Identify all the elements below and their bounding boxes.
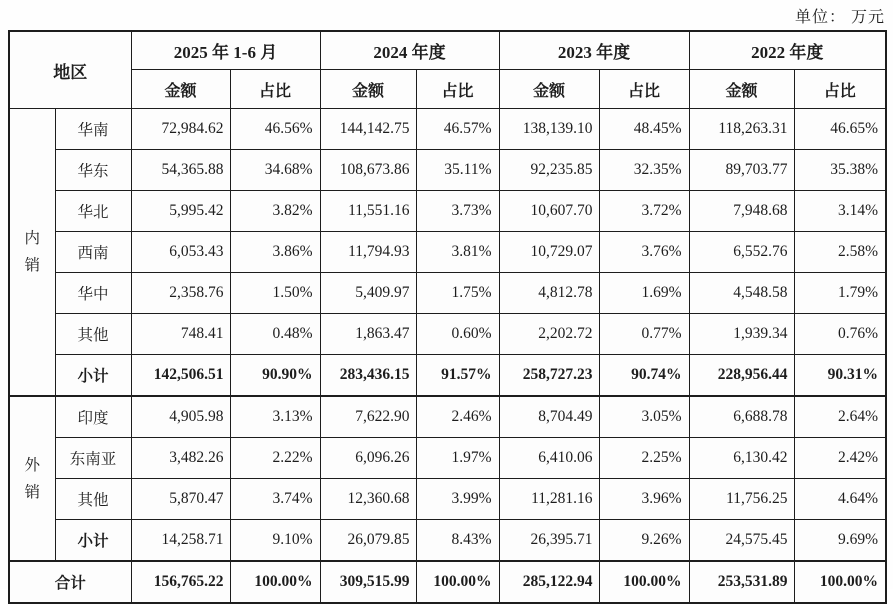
region-cell: 华北	[55, 191, 131, 232]
ratio-cell: 46.56%	[230, 109, 320, 150]
ratio-cell: 1.50%	[230, 273, 320, 314]
amount-cell: 8,704.49	[499, 396, 599, 438]
ratio-cell: 48.45%	[599, 109, 689, 150]
ratio-cell: 2.42%	[794, 438, 886, 479]
header-amount-2025h1: 金额	[131, 70, 230, 109]
amount-cell: 144,142.75	[320, 109, 416, 150]
amount-cell: 228,956.44	[689, 355, 794, 397]
amount-cell: 5,995.42	[131, 191, 230, 232]
amount-cell: 7,948.68	[689, 191, 794, 232]
amount-cell: 258,727.23	[499, 355, 599, 397]
group-label-char: 外	[24, 456, 40, 474]
table-row	[9, 396, 886, 438]
ratio-cell: 1.97%	[416, 438, 499, 479]
amount-cell: 138,139.10	[499, 109, 599, 150]
total-amount-cell: 156,765.22	[131, 561, 230, 603]
table-row	[9, 438, 886, 479]
amount-cell: 26,395.71	[499, 520, 599, 562]
amount-cell: 748.41	[131, 314, 230, 355]
ratio-cell: 2.25%	[599, 438, 689, 479]
header-period-2025h1: 2025 年 1-6 月	[131, 31, 320, 70]
total-row	[9, 561, 886, 603]
header-period-2023: 2023 年度	[499, 31, 689, 70]
amount-cell: 3,482.26	[131, 438, 230, 479]
amount-cell: 6,552.76	[689, 232, 794, 273]
amount-cell: 6,096.26	[320, 438, 416, 479]
amount-cell: 4,905.98	[131, 396, 230, 438]
amount-cell: 11,281.16	[499, 479, 599, 520]
ratio-cell: 2.22%	[230, 438, 320, 479]
amount-cell: 4,548.58	[689, 273, 794, 314]
group-cell-export	[9, 396, 55, 561]
ratio-cell: 35.11%	[416, 150, 499, 191]
ratio-cell: 9.26%	[599, 520, 689, 562]
ratio-cell: 91.57%	[416, 355, 499, 397]
amount-cell: 14,258.71	[131, 520, 230, 562]
amount-cell: 12,360.68	[320, 479, 416, 520]
total-amount-cell: 309,515.99	[320, 561, 416, 603]
header-row-subcolumns	[9, 70, 886, 109]
region-cell: 华南	[55, 109, 131, 150]
amount-cell: 1,939.34	[689, 314, 794, 355]
ratio-cell: 4.64%	[794, 479, 886, 520]
header-amount-2024: 金额	[320, 70, 416, 109]
amount-cell: 10,729.07	[499, 232, 599, 273]
ratio-cell: 2.64%	[794, 396, 886, 438]
group-label-char: 销	[24, 257, 40, 274]
ratio-cell: 3.72%	[599, 191, 689, 232]
ratio-cell: 3.14%	[794, 191, 886, 232]
ratio-cell: 3.74%	[230, 479, 320, 520]
table-row	[9, 191, 886, 232]
ratio-cell: 3.13%	[230, 396, 320, 438]
table-row	[9, 232, 886, 273]
header-period-2024: 2024 年度	[320, 31, 499, 70]
ratio-cell: 3.86%	[230, 232, 320, 273]
header-region: 地区	[9, 31, 131, 109]
ratio-cell: 3.81%	[416, 232, 499, 273]
total-ratio-cell: 100.00%	[599, 561, 689, 603]
ratio-cell: 32.35%	[599, 150, 689, 191]
ratio-cell: 3.73%	[416, 191, 499, 232]
amount-cell: 11,551.16	[320, 191, 416, 232]
header-ratio-2022: 占比	[794, 70, 886, 109]
amount-cell: 283,436.15	[320, 355, 416, 397]
amount-cell: 4,812.78	[499, 273, 599, 314]
header-row-periods	[9, 31, 886, 70]
group-label-char: 内	[24, 230, 40, 247]
region-cell: 其他	[55, 314, 131, 355]
ratio-cell: 3.76%	[599, 232, 689, 273]
ratio-cell: 34.68%	[230, 150, 320, 191]
group-cell-domestic	[9, 109, 55, 397]
ratio-cell: 0.76%	[794, 314, 886, 355]
unit-label: 单位： 万元	[794, 9, 885, 26]
amount-cell: 2,358.76	[131, 273, 230, 314]
table-row	[9, 273, 886, 314]
amount-cell: 2,202.72	[499, 314, 599, 355]
amount-cell: 89,703.77	[689, 150, 794, 191]
amount-cell: 6,688.78	[689, 396, 794, 438]
ratio-cell: 3.82%	[230, 191, 320, 232]
region-cell: 西南	[55, 232, 131, 273]
ratio-cell: 90.90%	[230, 355, 320, 397]
ratio-cell: 1.75%	[416, 273, 499, 314]
amount-cell: 5,870.47	[131, 479, 230, 520]
ratio-cell: 0.60%	[416, 314, 499, 355]
table-header	[9, 31, 886, 109]
amount-cell: 6,410.06	[499, 438, 599, 479]
ratio-cell: 46.65%	[794, 109, 886, 150]
ratio-cell: 90.31%	[794, 355, 886, 397]
amount-cell: 54,365.88	[131, 150, 230, 191]
amount-cell: 72,984.62	[131, 109, 230, 150]
total-amount-cell: 285,122.94	[499, 561, 599, 603]
ratio-cell: 3.05%	[599, 396, 689, 438]
amount-cell: 1,863.47	[320, 314, 416, 355]
ratio-cell: 90.74%	[599, 355, 689, 397]
amount-cell: 10,607.70	[499, 191, 599, 232]
table-row	[9, 314, 886, 355]
amount-cell: 142,506.51	[131, 355, 230, 397]
header-amount-2022: 金额	[689, 70, 794, 109]
ratio-cell: 2.46%	[416, 396, 499, 438]
ratio-cell: 1.69%	[599, 273, 689, 314]
amount-cell: 108,673.86	[320, 150, 416, 191]
header-ratio-2025h1: 占比	[230, 70, 320, 109]
table-row	[9, 520, 886, 562]
region-cell: 华东	[55, 150, 131, 191]
amount-cell: 11,794.93	[320, 232, 416, 273]
ratio-cell: 35.38%	[794, 150, 886, 191]
ratio-cell: 8.43%	[416, 520, 499, 562]
sales-by-region-table	[8, 30, 887, 604]
amount-cell: 6,130.42	[689, 438, 794, 479]
total-amount-cell: 253,531.89	[689, 561, 794, 603]
ratio-cell: 9.69%	[794, 520, 886, 562]
ratio-cell: 1.79%	[794, 273, 886, 314]
amount-cell: 26,079.85	[320, 520, 416, 562]
ratio-cell: 0.77%	[599, 314, 689, 355]
amount-cell: 92,235.85	[499, 150, 599, 191]
header-period-2022: 2022 年度	[689, 31, 886, 70]
ratio-cell: 0.48%	[230, 314, 320, 355]
table-row	[9, 355, 886, 397]
ratio-cell: 3.99%	[416, 479, 499, 520]
ratio-cell: 46.57%	[416, 109, 499, 150]
total-ratio-cell: 100.00%	[230, 561, 320, 603]
total-label-cell: 合计	[9, 561, 131, 603]
amount-cell: 5,409.97	[320, 273, 416, 314]
total-ratio-cell: 100.00%	[794, 561, 886, 603]
region-cell: 其他	[55, 479, 131, 520]
table-row	[9, 150, 886, 191]
amount-cell: 118,263.31	[689, 109, 794, 150]
table-row	[9, 109, 886, 150]
table-body	[9, 109, 886, 604]
amount-cell: 11,756.25	[689, 479, 794, 520]
amount-cell: 7,622.90	[320, 396, 416, 438]
amount-cell: 24,575.45	[689, 520, 794, 562]
region-cell: 印度	[55, 396, 131, 438]
total-ratio-cell: 100.00%	[416, 561, 499, 603]
region-cell: 华中	[55, 273, 131, 314]
region-cell: 小计	[55, 520, 131, 562]
header-ratio-2024: 占比	[416, 70, 499, 109]
region-cell: 小计	[55, 355, 131, 397]
region-cell: 东南亚	[55, 438, 131, 479]
table-row	[9, 479, 886, 520]
header-amount-2023: 金额	[499, 70, 599, 109]
ratio-cell: 2.58%	[794, 232, 886, 273]
amount-cell: 6,053.43	[131, 232, 230, 273]
header-ratio-2023: 占比	[599, 70, 689, 109]
ratio-cell: 3.96%	[599, 479, 689, 520]
group-label-char: 销	[24, 483, 40, 501]
ratio-cell: 9.10%	[230, 520, 320, 562]
